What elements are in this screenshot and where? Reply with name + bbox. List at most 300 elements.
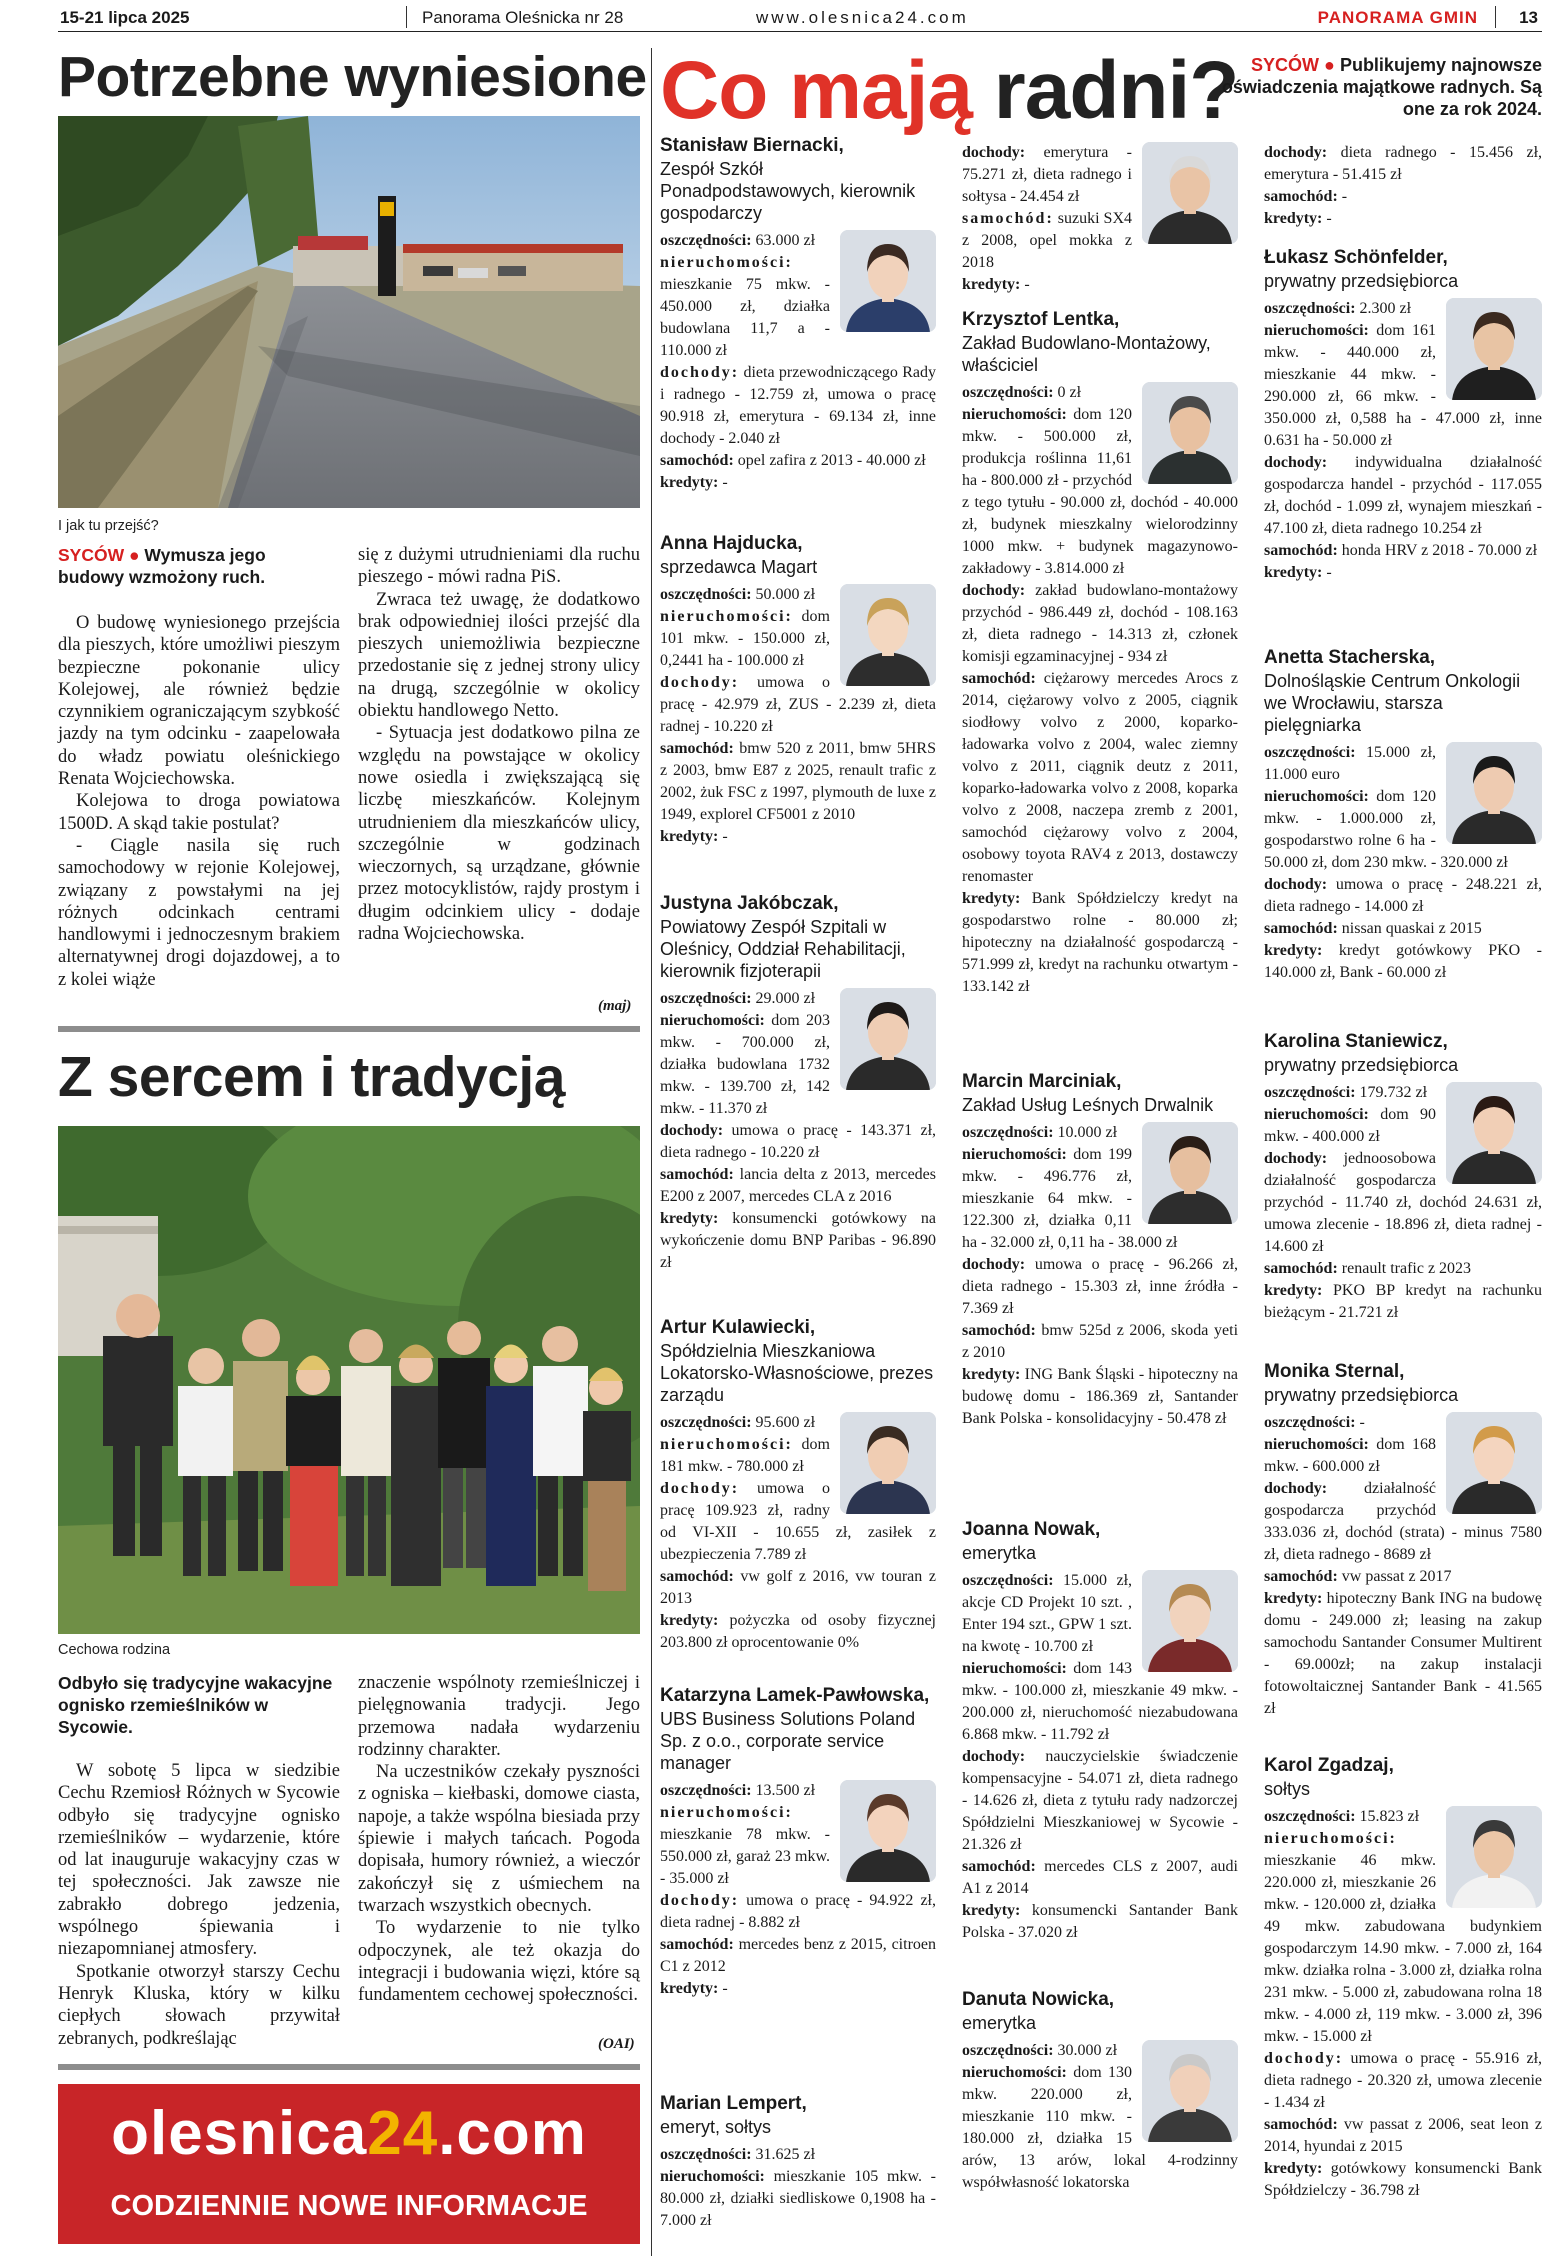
field-label: samochód: [1264,1568,1338,1585]
declaration-text [1264,1412,1542,1720]
field-label: kredyty: [1264,210,1323,227]
field-value: dom 199 mkw. - 496.776 zł, mieszkanie 64 mkw. - 122.300 zł, działka 0,11 ha - 32.000 zł, 0,11 ha - 38.000 zł [962,1146,1178,1251]
field-label: oszczędności: [1264,300,1356,317]
field-label: samochód: [660,1166,734,1183]
councillor-entry [1264,1030,1542,1324]
field-value: dom 181 mkw. - 780.000 zł [660,1436,830,1475]
field-value: nissan quaskai z 2015 [1341,920,1482,937]
field-label: kredyty: [1264,1282,1323,1299]
councillor-portrait [1446,742,1542,844]
councillor-job: Zakład Usług Leśnych Drwalnik [962,1095,1214,1115]
field-value: emerytura - 75.271 zł, dieta radnego i sołtysa - 24.454 zł [962,144,1132,205]
field-label: kredyty: [962,890,1021,907]
councillor-entry-continued [962,142,1238,296]
field-label: dochody: [1264,876,1328,893]
declaration-property [1264,1436,1436,1475]
field-label: samochód: [660,452,734,469]
brand-domain: .com [438,2099,587,2168]
field-value: - [1341,188,1348,205]
field-label: dochody: [660,1892,740,1909]
field-value: vw passat z 2017 [1341,1568,1452,1585]
councillor-name: Krzysztof Lentka, [962,309,1120,330]
brand-name: olesnica [111,2099,368,2168]
councillor-portrait-image [840,584,936,686]
author-signature: (maj) [598,998,632,1014]
street-road-image [58,116,640,508]
declaration-income [962,1256,1238,1317]
field-value: Bank Spółdzielczy kredyt na gospodarstwo rolne - 80.000 zł; hipoteczny na działalność gospodarczą - 571.999 zł, kredyt na rachunku otwartym - 133.142 zł [962,890,1239,995]
paragraph: To wydarzenie to nie tylko odpoczynek, ale też okazja do integracji i budowania więzi, które są fundamentem cechowej społeczności. [358,1918,640,2006]
field-value: bmw 525d z 2006, skoda yeti z 2010 [962,1322,1239,1361]
field-value: ciężarowy mercedes Arocs z 2014, ciężarowy volvo z 2005, ciągnik siodłowy volvo z 2000, koparko-ładowarka volvo z 2004, walec ziemny volvo z 2011, ciągnik deutz z 2011, koparko-ładowarka volvo z 2008, koparka volvo z 2008, naczepa zremb z 2001, samochód ciężarowy volvo z 2004, osobowy toyota RAV4 z 2013, dostawczy renomaster [962,670,1239,885]
declaration-text [660,230,936,494]
councillor-name: Anetta Stacherska, [1264,647,1436,668]
declaration-credit [962,890,1238,995]
site-advert-banner[interactable] [58,2084,640,2244]
declaration-income [1264,876,1542,915]
councillor-job: emerytka [962,2013,1037,2033]
field-value: umowa o pracę - 42.979 zł, ZUS - 2.239 zł, dieta radnej - 10.220 zł [660,674,936,735]
field-label: dochody: [660,674,740,691]
councillor-job: sprzedawca Magart [660,557,818,577]
councillor-entry [1264,1360,1542,1720]
councillor-name: Marcin Marciniak, [962,1071,1122,1092]
field-label: samochód: [1264,542,1338,559]
paragraph: się z dużymi utrudnieniami dla ruchu pieszego - mówi radna PiS. [358,545,640,588]
councillor-name: Danuta Nowicka, [962,1989,1115,2010]
councillor-entry [660,1684,936,2000]
declaration-credit [1264,1590,1542,1717]
field-value: 0 zł [1057,384,1082,401]
field-label: oszczędności: [660,586,752,603]
field-value: zakład budowlano-montażowy przychód - 986.449 zł, dochód - 108.163 zł, dieta radnego - 14.313 zł, członek komisji egzaminacyjnej - 934 zł [962,582,1239,665]
declaration-savings [962,1124,1117,1141]
declaration-credit [1264,1282,1542,1321]
councillor-entry [660,2092,936,2232]
declaration-savings [1264,300,1411,317]
declaration-text [962,142,1238,296]
councillor-portrait-image [1446,742,1542,844]
councillor-portrait-image [1446,1082,1542,1184]
field-label: kredyty: [1264,2160,1323,2177]
declaration-text [1264,142,1542,230]
brand-number: 24 [367,2099,439,2168]
photo-caption: I jak tu przejść? [58,518,159,534]
article-lead: Odbyło się tradycyjne wakacyjne ognisko rzemieślników w Sycowie. [58,1673,333,1737]
councillor-portrait [840,230,936,332]
councillor-entry [962,1518,1238,1944]
field-label: oszczędności: [1264,1414,1356,1431]
declaration-income [1264,144,1542,183]
field-label: kredyty: [660,828,719,845]
field-label: kredyty: [1264,1590,1323,1607]
councillor-portrait [1142,2040,1238,2142]
declaration-text [1264,1806,1542,2202]
article-column-1 [58,1760,340,2050]
declaration-income [1264,2050,1542,2111]
field-value: umowa o pracę - 96.266 zł, dieta radnego - 15.303 zł, inne źródła - 7.369 zł [962,1256,1239,1317]
field-value: 15.000 zł, akcje CD Projekt 10 szt. , Enter 194 szt., GPW 1 szt. na kwotę - 10.700 zł [962,1572,1133,1655]
field-label: dochody: [1264,2050,1344,2067]
field-value: - [722,1980,728,1997]
field-label: samochód: [660,740,734,757]
field-label: nieruchomości: [962,406,1067,423]
declaration-car [962,210,1132,271]
field-value: działalność gospodarcza przychód 333.036 zł, dochód (strata) - minus 7580 zł, dieta radnego - 8689 zł [1264,1480,1542,1563]
declaration-credit [660,1612,936,1651]
field-value: dieta przewodniczącego Rady i radnego - 12.759 zł, umowa o pracę 90.918 zł, emerytura - 69.134 zł, inne dochody - 2.040 zł [660,364,937,447]
field-label: nieruchomości: [1264,322,1369,339]
declaration-property [660,1012,830,1117]
declaration-text [660,1780,936,2000]
author-signature: (OAI) [598,2036,635,2052]
declaration-credit [962,276,1030,293]
field-label: dochody: [660,1122,724,1139]
field-value: mercedes CLS z 2007, audi A1 z 2014 [962,1858,1239,1897]
declaration-car [660,1936,936,1975]
issue-number: Panorama Oleśnicka nr 28 [422,8,624,27]
field-value: opel zafira z 2013 - 40.000 zł [737,452,926,469]
councillor-job: sołtys [1264,1779,1311,1799]
declaration-savings [1264,1414,1365,1431]
field-label: nieruchomości: [1264,1830,1397,1847]
field-label: nieruchomości: [660,2168,765,2185]
field-label: oszczędności: [660,232,752,249]
declaration-car [1264,2116,1542,2155]
field-value: 29.000 zł [755,990,816,1007]
councillor-portrait [840,1780,936,1882]
field-label: dochody: [1264,144,1328,161]
field-value: indywidualna działalność gospodarcza handel - przychód - 117.055 zł, dochód - 1.099 zł, wynajem mieszkań - 47.100 zł, dieta radnego 10.254 zł [1264,454,1542,537]
article-headline [660,44,1238,138]
field-label: oszczędności: [1264,744,1356,761]
councillor-job: Dolnośląskie Centrum Onkologii we Wrocławiu, starsza pielęgniarka [1264,671,1521,735]
councillor-portrait [1142,1570,1238,1672]
declaration-savings [660,1414,815,1431]
councillor-job: Spółdzielnia Mieszkaniowa Lokatorsko-Własnościowe, prezes zarządu [660,1341,934,1405]
councillor-portrait-image [1142,1570,1238,1672]
paragraph: Zwraca też uwagę, że dodatkowo brak odpowiedniej ilości przejść dla pieszych uniemożliwia bezpieczne przedostanie się z jednej strony ulicy na drugą, szczególnie w okolicy obiektu handlowego Netto. [358,589,640,722]
field-value: renault trafic z 2023 [1341,1260,1472,1277]
field-value: kredyt gotówkowy PKO - 140.000 zł, Bank - 60.000 zł [1264,942,1543,981]
field-label: oszczędności: [962,1124,1054,1141]
councillor-entry [1264,246,1542,584]
field-value: 31.625 zł [755,2146,816,2163]
section-rule [58,1026,640,1032]
declaration-text [962,2040,1238,2194]
field-value: mieszkanie 75 mkw. - 450.000 zł, działka budowlana 11,7 a - 110.000 zł [660,276,830,359]
field-value: 15.823 zł [1359,1808,1420,1825]
councillor-portrait-image [1142,382,1238,484]
councillor-portrait-image [840,988,936,1090]
declaration-text [962,1122,1238,1430]
field-label: dochody: [962,144,1026,161]
field-label: kredyty: [660,1210,719,1227]
councillor-portrait [1142,382,1238,484]
declaration-text [962,382,1238,998]
declaration-car [1264,188,1347,205]
declaration-property [962,1660,1238,1743]
field-value: mercedes benz z 2015, citroen C1 z 2012 [660,1936,937,1975]
declaration-car [1264,1568,1452,1585]
field-value: umowa o pracę - 55.916 zł, dieta radnego - 20.320 zł, umowa zlecenie - 1.434 zł [1264,2050,1543,2111]
councillor-job: emeryt, sołtys [660,2117,772,2137]
field-value: dom 101 mkw. - 150.000 zł, 0,2441 ha - 100.000 zł [660,608,830,669]
councillor-name: Marian Lempert, [660,2093,807,2114]
field-label: dochody: [962,1256,1026,1273]
declaration-car [962,1858,1238,1897]
declaration-car [660,452,926,469]
field-label: samochód: [660,1936,734,1953]
field-label: samochód: [1264,920,1338,937]
declaration-savings [1264,744,1436,783]
declaration-income [962,1748,1238,1853]
councillor-name: Katarzyna Lamek-Pawłowska, [660,1685,930,1706]
field-value: lancia delta z 2013, mercedes E200 z 2007, mercedes CLA z 2016 [660,1166,937,1205]
councillor-job: Powiatowy Zespół Szpitali w Oleśnicy, Oddział Rehabilitacji, kierownik fizjoterapii [660,917,906,981]
declaration-savings [660,2146,815,2163]
field-value: umowa o pracę - 248.221 zł, dieta radnego - 14.000 zł [1264,876,1543,915]
field-label: oszczędności: [962,2042,1054,2059]
declaration-savings [660,586,815,603]
declaration-credit [1264,2160,1542,2199]
councillor-portrait-image [1446,1806,1542,1908]
field-label: nieruchomości: [962,2064,1067,2081]
councillor-portrait-image [1446,1412,1542,1514]
field-value: 13.500 zł [755,1782,816,1799]
street-photo [58,116,640,508]
councillor-job: prywatny przedsiębiorca [1264,1385,1459,1405]
councillor-name: Monika Sternal, [1264,1361,1405,1382]
declaration-property [660,254,830,359]
field-value: 179.732 zł [1359,1084,1428,1101]
declaration-savings [660,990,815,1007]
field-value: ING Bank Śląski - hipoteczny na budowę domu - 186.369 zł, Santander Bank Polska - konsolidacyjny - 50.478 zł [962,1366,1239,1427]
councillor-name: Justyna Jakóbczak, [660,893,839,914]
field-label: nieruchomości: [660,1012,765,1029]
field-label: dochody: [1264,1480,1328,1497]
site-url[interactable]: www.olesnica24.com [756,8,969,27]
councillor-portrait-image [1142,142,1238,244]
field-label: samochód: [1264,188,1338,205]
field-label: samochód: [1264,2116,1338,2133]
field-value: vw golf z 2016, vw touran z 2013 [660,1568,936,1607]
councillor-portrait [1142,142,1238,244]
declaration-credit [1264,210,1332,227]
field-value: PKO BP kredyt na rachunku bieżącym - 21.721 zł [1264,1282,1542,1321]
field-value: 63.000 zł [755,232,816,249]
location-kicker: SYCÓW ● [58,545,140,565]
declaration-text [962,1570,1238,1944]
field-value: dom 203 mkw. - 700.000 zł, działka budowlana 1732 mkw. - 139.700 zł, 142 mkw. - 11.370 zł [660,1012,830,1117]
field-value: mieszkanie 78 mkw. - 550.000 zł, garaż 23 mkw. - 35.000 zł [660,1826,830,1887]
paragraph: - Sytuacja jest dodatkowo pilna ze względu na powstające w okolicy nowe osiedla i zwiększającą się liczbę mieszkańców. Kolejnym utrudnieniem dla mieszkańców ulicy, szczególnie w godzinach wieczornych, są urządzane, głównie przez motocyklistów, rajdy prostym i długim odcinkiem ulicy - dodaje radna Wojciechowska. [358,723,640,945]
paragraph: - Ciągle nasila się ruch samochodowy w rejonie Kolejowej, związany z powstałymi na jej różnych odcinkach centrami handlowymi i jednoczesnym brakiem alternatywnej drogi dojazdowej, a to z kolei wiąże [58,835,340,990]
councillor-entry [1264,646,1542,984]
field-label: oszczędności: [660,990,752,1007]
councillor-job: emerytka [962,1543,1037,1563]
declaration-property [660,1436,830,1475]
councillor-name: Artur Kulawiecki, [660,1317,816,1338]
field-label: kredyty: [660,1612,719,1629]
councillor-entry [1264,1754,1542,2202]
field-label: samochód: [1264,1260,1338,1277]
declaration-credit [660,828,728,845]
councillor-job: Zespół Szkół Ponadpodstawowych, kierownik gospodarczy [660,159,916,223]
field-label: kredyty: [660,474,719,491]
field-value: suzuki SX4 z 2008, opel mokka z 2018 [962,210,1133,271]
field-value: - [722,474,728,491]
field-value: 95.600 zł [755,1414,816,1431]
paragraph: Kolejowa to droga powiatowa 1500D. A skąd takie postulat? [58,791,340,834]
field-label: oszczędności: [660,2146,752,2163]
declaration-income [1264,454,1542,537]
declaration-property [660,608,830,669]
councillor-portrait [1446,1412,1542,1514]
article-headline: Potrzebne wyniesione [58,45,647,109]
councillor-portrait [1446,1806,1542,1908]
declaration-credit [1264,564,1332,581]
declaration-savings [1264,1084,1427,1101]
article-column-2 [358,1672,640,2006]
field-value: 15.000 zł, 11.000 euro [1264,744,1437,783]
councillor-portrait-image [1446,298,1542,400]
field-value: nauczycielskie świadczenie kompensacyjne - 54.071 zł, dieta radnego - 14.626 zł, dieta z tytułu rady nadzorczej Spółdzielni Mieszkaniowej w Sycowie - 21.326 zł [962,1748,1238,1853]
column-divider [651,48,652,2256]
field-label: dochody: [660,1480,740,1497]
councillor-job: UBS Business Solutions Poland Sp. z o.o., corporate service manager [660,1709,916,1773]
field-value: 2.300 zł [1359,300,1412,317]
councillor-entry [962,1988,1238,2194]
field-value: dom 168 mkw. - 600.000 zł [1264,1436,1436,1475]
declaration-property [1264,1106,1436,1145]
field-label: dochody: [1264,1150,1328,1167]
field-label: samochód: [962,210,1054,227]
councillor-name: Stanisław Biernacki, [660,135,844,156]
field-value: mieszkanie 105 mkw. - 80.000 zł, działki siedliskowe 0,1908 ha - 7.000 zł [660,2168,936,2229]
field-label: samochód: [660,1568,734,1585]
paragraph: W sobotę 5 lipca w siedzibie Cechu Rzemiosł Różnych w Sycowie odbyło się tradycyjne ognisko rzemieślników – wydarzenie, które od lat inauguruje wakacyjny czas w tej społeczności. Jak zawsze nie zabrakło dobrego jedzenia, wspólnego śpiewania i niezapomnianej atmosfery. [58,1761,340,1960]
page-header [58,6,1542,32]
field-label: oszczędności: [1264,1084,1356,1101]
councillor-portrait [840,1412,936,1514]
declaration-property [660,1804,830,1887]
field-label: dochody: [660,364,740,381]
field-label: oszczędności: [962,384,1054,401]
declaration-credit [962,1902,1238,1941]
field-label: nieruchomości: [660,254,793,271]
field-value: gotówkowy konsumencki Bank Spółdzielczy - 36.798 zł [1264,2160,1542,2199]
field-value: dom 161 mkw. - 440.000 zł, mieszkanie 44 mkw. - 290.000 zł, 66 mkw. - 350.000 zł, 0,588 ha - 47.000 zł, inne 0.631 ha - 50.000 zł [1264,322,1542,449]
councillor-entry [660,532,936,848]
article-column-1 [58,612,340,991]
field-label: dochody: [962,1748,1026,1765]
field-value: - [1326,210,1332,227]
councillor-entry-continued [1264,142,1542,230]
headline-dark-part: radni? [993,45,1239,136]
councillor-portrait [1446,298,1542,400]
declaration-credit [660,1980,728,1997]
header-divider [406,6,407,28]
lead-text: Wymusza jego budowy wzmożony ruch. [58,545,266,587]
declaration-savings [962,2042,1117,2059]
field-label: kredyty: [962,1366,1021,1383]
declaration-text [1264,1082,1542,1324]
field-label: dochody: [962,582,1026,599]
field-value: 10.000 zł [1057,1124,1118,1141]
councillor-name: Joanna Nowak, [962,1519,1101,1540]
field-label: samochód: [962,1858,1036,1875]
headline-red-part: Co mają [660,45,972,136]
councillor-portrait-image [840,230,936,332]
declaration-savings [1264,1808,1419,1825]
field-label: nieruchomości: [1264,1436,1369,1453]
councillor-name: Łukasz Schönfelder, [1264,247,1448,268]
declaration-car [1264,542,1537,559]
field-value: honda HRV z 2018 - 70.000 zł [1341,542,1538,559]
declaration-savings [962,384,1081,401]
field-label: nieruchomości: [660,608,793,625]
section-rule [58,2064,640,2070]
councillor-portrait [840,988,936,1090]
field-value: dom 90 mkw. - 400.000 zł [1264,1106,1436,1145]
field-label: kredyty: [962,1902,1021,1919]
field-value: mieszkanie 46 mkw. 220.000 zł, mieszkanie 26 mkw. - 120.000 zł, działka 49 mkw. zabudowana budynkiem gospodarczym 14.90 mkw. - 7.000 zł, 164 mkw. działka rolna - 3.000 zł, działka rolna 231 mkw. - 5.000 zł, zabudowana rolna 18 mkw. - 4.000 zł, 119 mkw. - 3.000 zł, 396 mkw. - 15.000 zł [1264,1852,1542,2045]
councillor-job: prywatny przedsiębiorca [1264,1055,1459,1075]
declaration-income [660,364,936,447]
declaration-car [962,1322,1238,1361]
field-label: nieruchomości: [1264,1106,1369,1123]
declaration-car [1264,920,1482,937]
field-value: bmw 520 z 2011, bmw 5HRS z 2003, bmw E87 z 2025, renault trafic z 2002, żuk FSC z 1997, plymouth de luxe z 1949, explorel CF5001 z 2010 [660,740,936,823]
article-lead [58,544,333,588]
field-value: konsumencki Santander Bank Polska - 37.020 zł [962,1902,1238,1941]
declaration-text [660,584,936,848]
group-photo [58,1126,640,1634]
declaration-text [660,988,936,1274]
field-value: 30.000 zł [1057,2042,1118,2059]
field-value: - [1024,276,1030,293]
header-divider [1495,6,1496,28]
page-number: 13 [1519,8,1538,27]
declaration-text [1264,742,1542,984]
photo-caption: Cechowa rodzina [58,1642,171,1658]
field-label: nieruchomości: [962,1146,1067,1163]
field-label: oszczędności: [660,1782,752,1799]
paragraph: Na uczestników czekały pyszności z ogniska – kiełbaski, domowe ciasta, napoje, a także wspólna biesiada przy śpiewie i małych tańcach. Pogoda dopisała, humory również, a wieczór zakończył się z uśmiechem na twarzach wszystkich obecnych. [358,1762,640,1916]
councillor-portrait [840,584,936,686]
declaration-income [660,1122,936,1161]
field-label: oszczędności: [962,1572,1054,1589]
field-label: nieruchomości: [660,1436,793,1453]
field-value: dom 143 mkw. - 100.000 zł, mieszkanie 49 mkw. - 200.000 zł, nieruchomość niezabudowana 6.868 mkw. - 11.792 zł [962,1660,1238,1743]
field-value: umowa o pracę - 94.922 zł, dieta radnej - 8.882 zł [660,1892,937,1931]
paragraph: znaczenie wspólnoty rzemieślniczej i pielęgnowania tradycji. Jego przemowa nadała wydarzeniu rodzinny charakter. [358,1673,640,1760]
field-value: - [1359,1414,1365,1431]
councillor-name: Karolina Staniewicz, [1264,1031,1448,1052]
declaration-text [660,1412,936,1654]
field-value: umowa o pracę - 143.371 zł, dieta radnego - 10.220 zł [660,1122,937,1161]
field-label: oszczędności: [660,1414,752,1431]
field-value: pożyczka od osoby fizycznej 203.800 zł oprocentowanie 0% [660,1612,936,1651]
councillor-job: prywatny przedsiębiorca [1264,271,1459,291]
article-intro [1220,54,1542,120]
declaration-credit [660,474,728,491]
intro-text: Publikujemy najnowsze oświadczenia majątkowe radnych. Są one za rok 2024. [1221,55,1542,119]
field-label: kredyty: [660,1980,719,1997]
field-label: nieruchomości: [962,1660,1067,1677]
field-label: samochód: [962,1322,1036,1339]
